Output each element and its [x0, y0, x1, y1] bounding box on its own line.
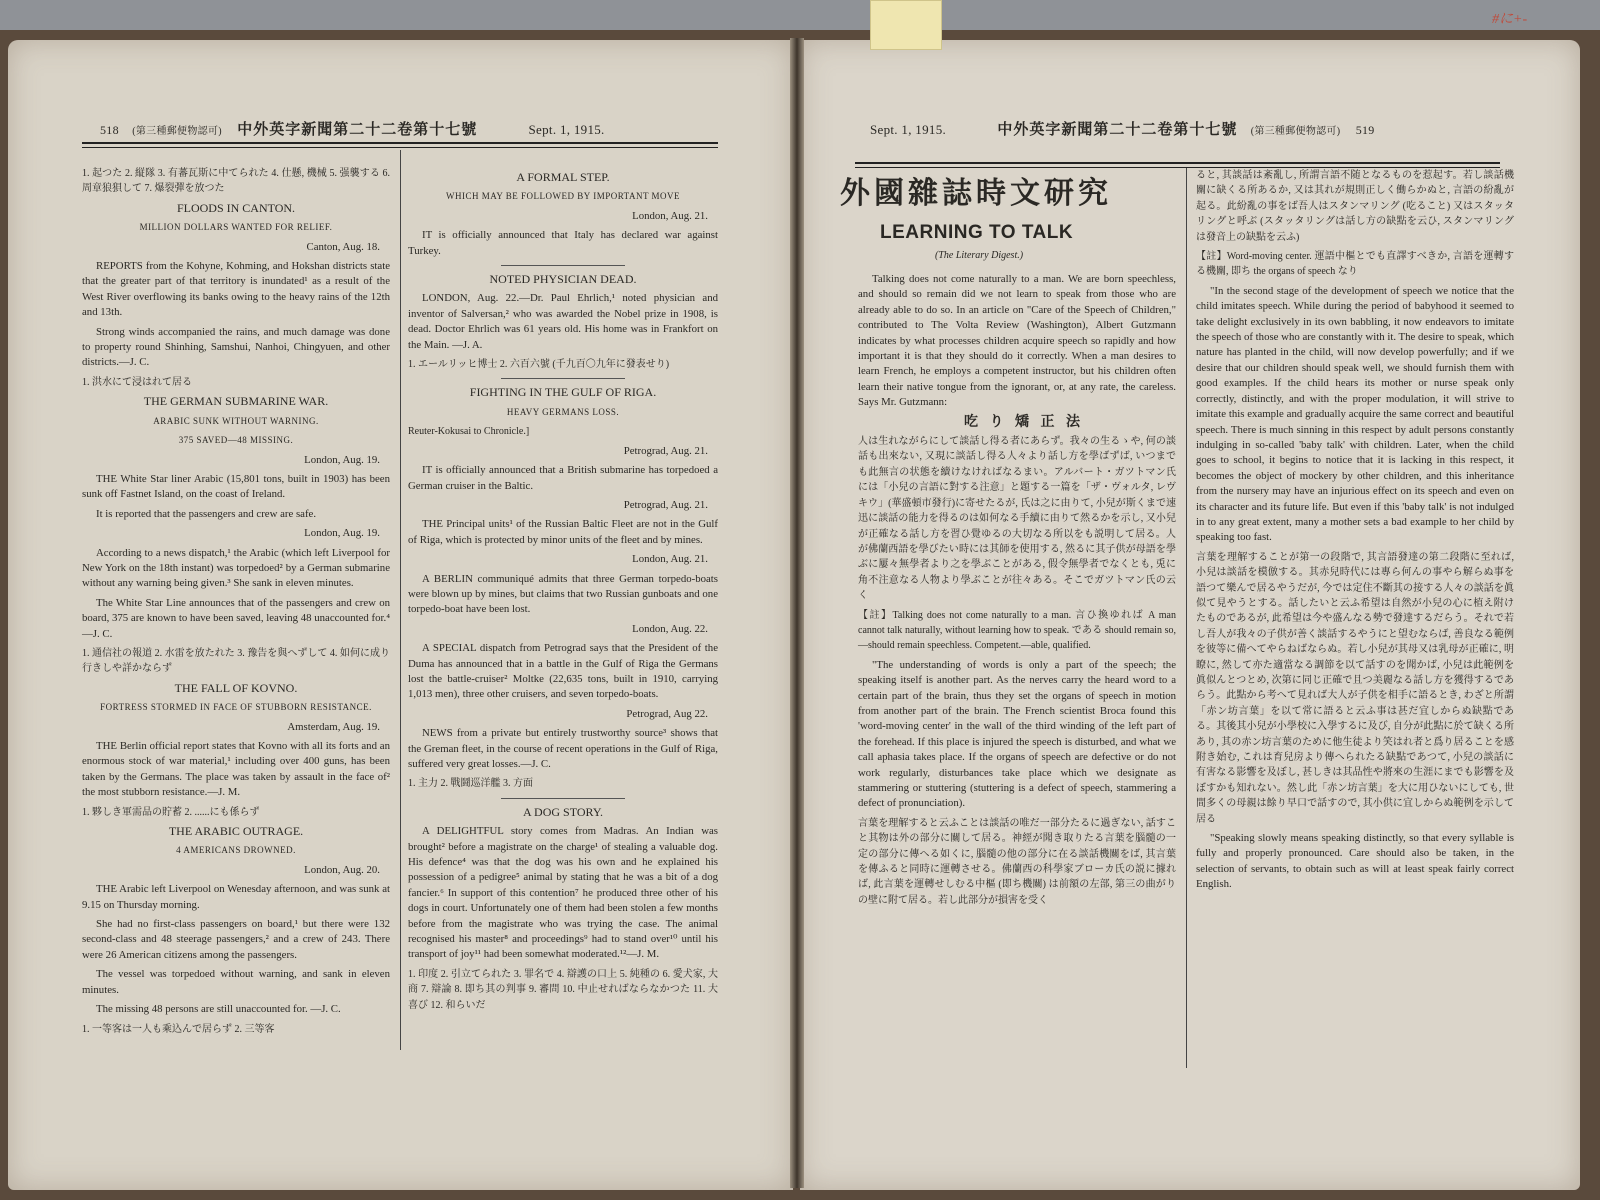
article-headline: NOTED PHYSICIAN DEAD. [489, 272, 637, 287]
section-separator [501, 265, 625, 266]
body-paragraph: REPORTS from the Kohyne, Kohming, and Hokshan districts state that the greater part of that territory is inundated¹ as a result of the West River overflowing its banks owing to the heavy rains of the 12th and 13th. [82, 260, 390, 319]
article-headline: A DOG STORY. [523, 804, 603, 819]
article-headline: A FORMAL STEP. [516, 170, 610, 184]
dateline: London, Aug. 20. [304, 863, 380, 876]
article-subheadline: MILLION DOLLARS WANTED FOR RELIEF. [139, 222, 333, 233]
japanese-notes: 1. エールリッヒ博士 2. 六百六號 (千九百〇九年に發表せり) [408, 359, 670, 371]
japanese-notes: 1. 印度 2. 引立てられた 3. 罪名で 4. 辯護の口上 5. 純種の 6. 愛犬家, 大商 7. 辯論 8. 即ち其の判事 9. 審問 10. 中止せればならなかつた 11. 大喜び 12. 和らいだ [408, 968, 718, 1011]
japanese-notes: Reuter-Kokusai to Chronicle.] [408, 426, 530, 438]
issue-date: Sept. 1, 1915. [528, 122, 605, 137]
article-headline: FLOODS IN CANTON. [176, 200, 296, 215]
book-gutter [790, 38, 804, 1188]
body-paragraph: Strong winds accompanied the rains, and much damage was done to property round Shinhing, Samshui, Nanhoi, Chingyuen, and other districts.—J. C. [82, 325, 390, 369]
page-number: 518 [100, 123, 119, 137]
japanese-notes: 1. 一等客は一人も乘込んで居らず 2. 三等客 [82, 1023, 275, 1035]
article-title: LEARNING TO TALK [880, 222, 1074, 243]
article-headline: FIGHTING IN THE GULF OF RIGA. [469, 385, 657, 400]
right-page-header [870, 118, 1375, 139]
article-headline: THE FALL OF KOVNO. [174, 680, 298, 695]
body-paragraph: IT is officially announced that a British submarine has torpedoed a German cruiser in the Baltic. [408, 464, 718, 492]
column-divider [400, 150, 401, 1050]
article-headline: THE GERMAN SUBMARINE WAR. [143, 394, 329, 409]
dateline: London, Aug. 22. [632, 622, 708, 635]
postal-permit: (第三種郵便物認可) [132, 126, 222, 137]
journal-title: 中外英字新聞第二十二卷第十七號 [997, 122, 1238, 138]
body-paragraph: "In the second stage of the development of speech we notice that the child imitates speech. While during the period of babyhood it seemed to take delight exclusively in its own babbling, it now endeavors to imitate the speech of those who are constantly with it. The desire to speak, which nature has planted in the child, will now develop powerfully; and if we desire that our children should speak well, we should furnish them with good examples. If the child hears its mother or nurse speak only correctly, distinctly, and with the proper modulation, it will strive to imitate this example and gradually acquire the same correct and beautiful speech. There is much sinning in this respect by adult persons constantly indulging in so-called 'baby talk' with children. Later, when the child goes to school, it begins to notice that it is lacking in this respect, it becomes the object of mockery by other children, and this inheritance from the nursery may have an injurious effect on its speech and even on its character and its future life. But even if this 'baby talk' is not indulged in to any great extent, many a mother sets a bad example to her child by speaking too fast. [1196, 284, 1514, 544]
article-headline: THE ARABIC OUTRAGE. [168, 824, 304, 839]
body-paragraph: "Speaking slowly means speaking distinctly, so that every syllable is fully and properly pronounced. Care should also be taken, in the selection of servants, to obtain such as will at least speak fairly correct English. [1196, 832, 1514, 891]
dateline: Canton, Aug. 18. [306, 240, 380, 253]
dateline: London, Aug. 21. [632, 553, 708, 566]
section-separator [501, 378, 625, 379]
header-rule [82, 142, 718, 148]
body-paragraph: A BERLIN communiqué admits that three German torpedo-boats were blown up by mines, but claims that two Russian gunboats and one torpedo-boat have been lost. [408, 572, 718, 616]
dateline: Petrograd, Aug. 21. [623, 444, 708, 457]
left-column-1 [82, 166, 390, 1041]
dateline: London, Aug. 19. [304, 527, 380, 540]
dateline: Petrograd, Aug 22. [626, 707, 708, 720]
dateline: London, Aug. 21. [632, 209, 708, 222]
journal-title: 中外英字新聞第二十二卷第十七號 [237, 122, 478, 138]
left-column-2 [408, 166, 718, 1017]
japanese-heading: 吃 り 矯 正 法 [964, 414, 1084, 430]
left-page-header [100, 118, 605, 139]
article-subheadline: 375 SAVED—48 MISSING. [178, 435, 294, 446]
article-subheadline: HEAVY GERMANS LOSS. [506, 406, 620, 417]
right-column-1 [858, 272, 1176, 912]
article-subheadline: ARABIC SUNK WITHOUT WARNING. [153, 415, 319, 426]
dateline: London, Aug. 19. [304, 453, 380, 466]
article-subheadline: FORTRESS STORMED IN FACE OF STUBBORN RESISTANCE. [100, 702, 372, 713]
body-paragraph: A SPECIAL dispatch from Petrograd says that the President of the Duma has announced that in a battle in the Gulf of Riga the Germans lost the battle-cruiser² Moltke (22,635 tons, built in 1910, carrying 1,013 men), three other cruisers, and seven torpedo-boats. [408, 642, 718, 701]
body-paragraph: NEWS from a private but entirely trustworthy source³ shows that the Greman fleet, in the course of recent operations in the Gulf of Riga, suffered very great losses.—J. C. [408, 727, 718, 770]
body-paragraph: "The understanding of words is only a part of the speech; the speaking itself is another part. As the nerves carry the heard word to a certain part of the brain, thus they set the organs of speech in motion from another part of the brain. The French scientist Broca found this 'word-moving center' in the wall of the third winding of the left part of the forehead. If this place is injured the speech is disturbed, and what we call aphasia takes place. If the organs of speech are defective or do not work regularly, disturbances take place which we designate as stammering or stuttering (stuttering is a defect of speech, stammering a defect of pronunciation). [858, 658, 1176, 810]
body-paragraph: It is reported that the passengers and crew are safe. [96, 507, 317, 520]
body-paragraph: THE Principal units¹ of the Russian Baltic Fleet are not in the Gulf of Riga, which is protected by minor units of the fleet and by mines. [408, 518, 718, 546]
body-paragraph: The vessel was torpedoed without warning, and sank in eleven minutes. [82, 968, 390, 996]
article-subheadline: 4 AMERICANS DROWNED. [176, 845, 296, 856]
handwritten-margin-note: #に+- [1492, 12, 1528, 27]
sticky-tab [870, 0, 942, 50]
page-number: 519 [1355, 123, 1375, 137]
japanese-notes: 1. 主力 2. 戰鬪巡洋艦 3. 方面 [408, 778, 533, 790]
japanese-notes: 1. 洪水にて浸はれて居る [82, 376, 192, 388]
dateline: Petrograd, Aug. 21. [623, 498, 708, 511]
japanese-notes: 【註】Word-moving center. 運語中樞とでも直譯すべきか, 言語を運轉する機關, 即ち the organs of speech なり [1196, 251, 1514, 278]
section-title: 外國雜誌時文研究 [840, 177, 1112, 210]
section-separator [501, 798, 625, 799]
postal-permit: (第三種郵便物認可) [1250, 126, 1341, 137]
article-subheadline: WHICH MAY BE FOLLOWED BY IMPORTANT MOVE [445, 191, 681, 202]
body-paragraph: THE Berlin official report states that Kovno with all its forts and an enormous stock of war material,¹ including over 400 guns, has been taken by the Germans. The place was taken by assault in the face of² the most stubborn resistance.—J. M. [82, 740, 390, 799]
body-paragraph: A DELIGHTFUL story comes from Madras. An Indian was brought² before a magistrate on the charge¹ of stealing a valuable dog. His defence⁴ was that the dog was his own and he explained his possession of a pedigree⁵ animal by stating that he was a bit of a dog fancier.⁶ In support of this contention⁷ he produced three other of his dogs in court. Unfortunately one of them had been stolen a few months before from the magistrate who was trying the case. The animal recognised his master⁸ and proceedings⁹ had to stand over¹⁰ until his transport of joy¹¹ had been somewhat moderated.¹²—J. M. [408, 825, 718, 961]
japanese-notes: 言葉を理解すると云ふことは談話の唯だ一部分たるに過ぎない, 話すこと其物は外の部分に關して居る。神經が聞き取りたる言葉を腦髓の一定の部分に傳へる如くに, 腦髓の他の部分に在る談話機關をば, 其言葉を傳ふると同時に運轉させる。佛蘭西の科學家ブローカ氏の説に據れば, 此言葉を運轉せしむる中樞 (即ち機關) は前額の左部, 第三の曲がりの壁に附て居る。若し此部分が損害を受く [858, 817, 1176, 906]
body-paragraph: The White Star Line announces that of the passengers and crew on board, 375 are known to have been saved, leaving 48 unaccounted for.⁴—J. C. [82, 596, 390, 640]
body-paragraph: THE White Star liner Arabic (15,801 tons, built in 1903) has been sunk off Fastnet Island, on the coast of Ireland. [82, 472, 390, 501]
body-paragraph: IT is officially announced that Italy has declared war against Turkey. [408, 229, 718, 257]
japanese-notes: 1. 夥しき軍需品の貯蓄 2. ......にも係らず [82, 806, 260, 818]
body-paragraph: Talking does not come naturally to a man. We are born speechless, and should so remain did we not learn to speak from those who are already able to do so. In an article on "Care of the Speech of Children," contributed to The Volta Review (Washington), Albert Gutzmann indicates by what processes children acquire speech so rapidly and how important it is that they should do it correctly. When a man desires to learn French, he employs a competent instructor, but his children often learn their native tongue from the ignorant, or, at any rate, the careless. Says Mr. Gutzmann: [858, 273, 1176, 409]
body-paragraph: THE Arabic left Liverpool on Wenesday afternoon, and was sunk at 9.15 on Thursday morning. [82, 883, 390, 911]
japanese-notes: 言葉を理解することが第一の段階で, 其言語發達の第二段階に至れば, 小兒は談話を模倣する。其赤兒時代には專ら何んの事やら解らぬ事を語つて樂んで居るやうだが, 今では定住不斷其の接する人々の談話を眞似て見やうとする。話したいと云ふ希望は自然が小兒の心に植え附けたものであるが, 此希望は今や盛んなる勢で發達するだらう。それで若し吾人が我々の子供が善く談話するやうにと望むならば, 善良なる範例を彼等に備へてやらねばならぬ。若し小兒が其母又は乳母が正確に, 明瞭に, 然して亦た適當なる調節を以て話すのを聞かば, 小兒は此範例を眞似んとつとめ, 次第に同じ正確で且つ美麗なる話し方を獲得するであらう。此點から考へて見れば大人が子供を相手に語るとき, わざと所謂「赤ン坊言葉」を以て常に語ると云ふ事は甚だ宜しからぬ缺點である。其後其小兒が小學校に入學するに及び, 自分が此點に於て缺くる所あり, 其の赤ン坊言葉のために他生徒より笑はれ者と爲り居ることを感附き始む, これは育兒房より傳へられたる缺點であつて, 小兒の談話に有害なる影響を及ぼし, 甚しきは其品性や將來の生涯にまでも影響を及ぼすかも知れない。然し此「赤ン坊言葉」を大に用ひないにしても, 世間多くの母親は餘り早口で話すので, 其小供に宜しからぬ範例を示して居る [1196, 551, 1514, 825]
body-paragraph: The missing 48 persons are still unaccounted for. —J. C. [96, 1003, 341, 1016]
dateline: Amsterdam, Aug. 19. [287, 720, 380, 733]
column-divider [1186, 168, 1187, 1068]
right-column-2 [1196, 168, 1514, 897]
japanese-notes: 1. 起つた 2. 縦隊 3. 有蕃瓦斯に中てられた 4. 仕懸, 機械 5. 强襲する 6. 周章狼狽して 7. 爆裂彈を放つた [82, 168, 390, 195]
article-source: (The Literary Digest.) [935, 250, 1024, 261]
japanese-notes: 【註】Talking does not come naturally to a man. 言ひ換ゆれば A man cannot talk naturally, without learning how to speak. である should remain so,—should remain speechless. Competent.—able, qualified. [858, 609, 1176, 652]
body-paragraph: According to a news dispatch,¹ the Arabic (which left Liverpool for New York on the 18th instant) was torpedoed² by a German submarine without any warning being given.³ She sank in eleven minutes. [82, 546, 390, 590]
body-paragraph: She had no first-class passengers on board,¹ but there were 132 second-class and 48 steerage passengers,² and a crew of 243. There were 26 American citizens among the passengers. [82, 918, 390, 961]
body-paragraph: LONDON, Aug. 22.—Dr. Paul Ehrlich,¹ noted physician and inventor of Salversan,² who was awarded the Nobel prize in 1908, is dead. Doctor Ehrlich was 61 years old. His home was in Frankfort on the Main. —J. A. [408, 292, 718, 351]
japanese-notes: ると, 其談話は紊亂し, 所謂言語不随となるものを惹起す。若し談話機關に缺くる所あるか, 又は其れが規則正しく働らかぬと, 言語の紛亂が起る。此紛亂の事をば吾人はスタンマリング (吃ること) 又はスタッタリングと呼ぶ (スタッタリングは話し方の缺點を云ひ, スタンマリングは發音上の缺點を云ふ) [1196, 170, 1514, 243]
japanese-notes: 1. 通信社の報道 2. 水雷を放たれた 3. 豫告を與へずして 4. 如何に成り行きしや詳かならず [82, 647, 390, 675]
japanese-notes: 人は生れながらにして談話し得る者にあらず。我々の生るゝや, 何の談話も出來ない, 又現に談話し得る人々より話し方を學ばずば, いつまでも此無言の状態を續けなければなるまい。アルバート・ガツトマン氏には「小兒の言語に對する注意」と題する一篇を「ザ・ヴォルタ, レヴキウ」(華盛頓市發行)に寄せたるが, 氏は之に由りて, 小兒が斯くまで速迅に談話の能力を得るのは如何なる手續に由りて然るかを示し, 又小兒が正確なる話し方を習ひ覺ゆるの大切なる所以をも説明して居る。人が佛蘭西語を學びたい時には其師を使用する, 然るに其子供が母語を學ぶに屢々無學者より之を學ぶことがある, 假令無學者でなくとも, 兎に角不注意なる人物より學ぶことが往々ある。そこでガツトマン氏の云く [858, 436, 1176, 602]
issue-date: Sept. 1, 1915. [870, 122, 947, 137]
